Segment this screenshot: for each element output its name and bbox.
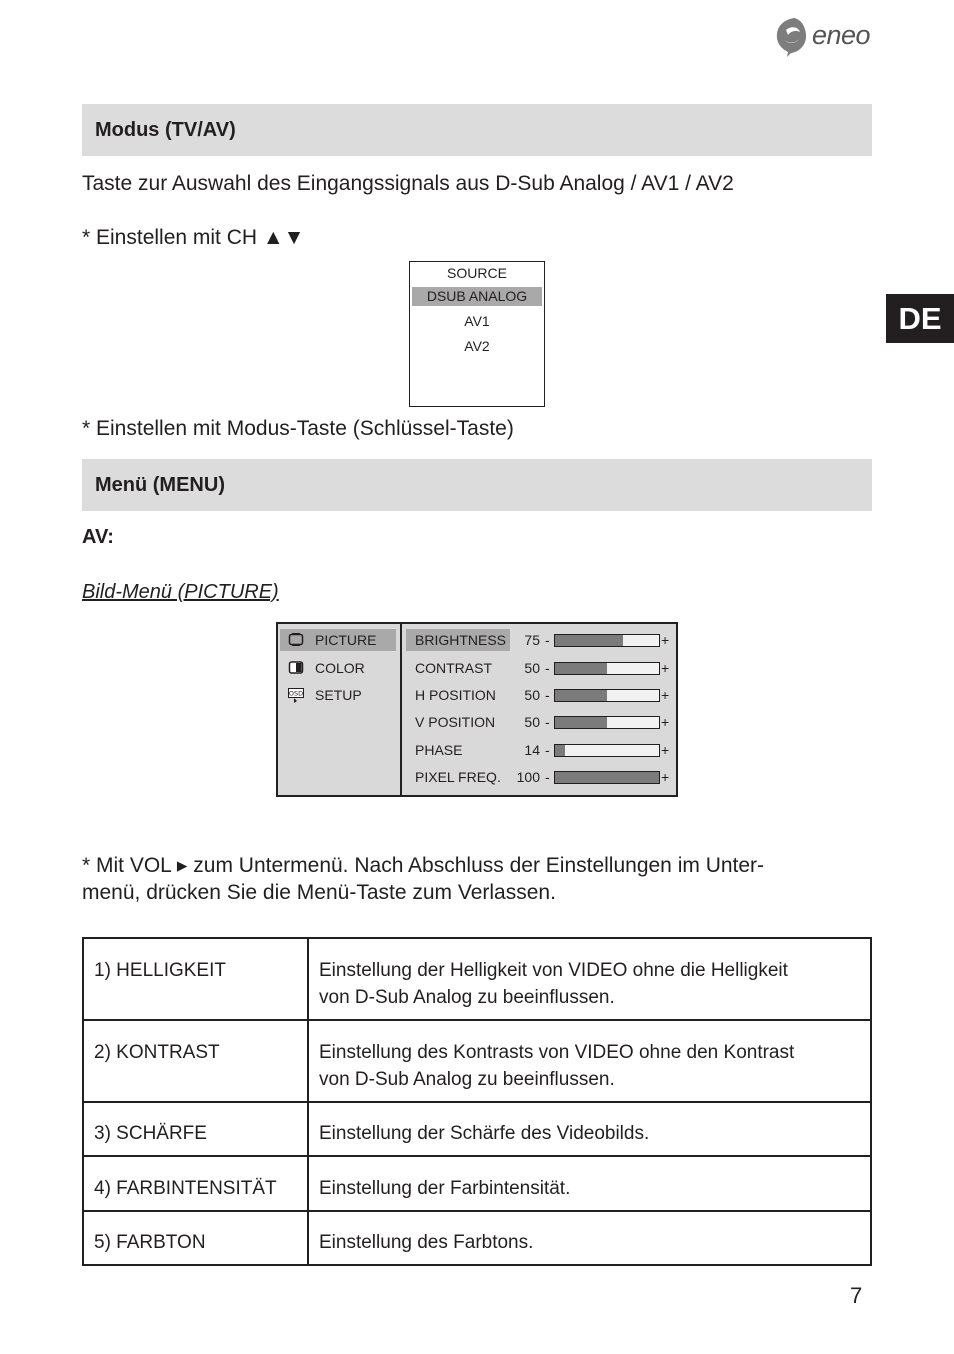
osd-level-fill xyxy=(555,663,607,674)
table-description xyxy=(308,938,871,1020)
osd-increase[interactable]: + xyxy=(661,687,670,703)
desc-line: von D-Sub Analog zu beeinflussen. xyxy=(319,987,615,1008)
section-header-menu: Menü (MENU) xyxy=(82,459,872,511)
language-tab: DE xyxy=(886,294,954,343)
osd-level-bar[interactable] xyxy=(554,771,660,784)
vol-note-line2: menü, drücken Sie die Menü-Taste zum Verlassen. xyxy=(82,881,556,904)
section-header-modus: Modus (TV/AV) xyxy=(82,104,872,156)
page-number: 7 xyxy=(850,1283,863,1308)
osd-level-bar[interactable] xyxy=(554,744,660,757)
table-row xyxy=(83,938,871,1020)
osd-setting-name: CONTRAST xyxy=(415,660,492,676)
eneo-leaf-logo-icon xyxy=(774,16,810,58)
osd-level-bar[interactable] xyxy=(554,689,660,702)
osd-setting-row[interactable] xyxy=(402,684,680,706)
table-term: 5) FARBTON xyxy=(83,1211,308,1265)
source-option[interactable]: AV2 xyxy=(464,338,490,354)
color-icon xyxy=(288,661,304,674)
osd-level-fill xyxy=(555,717,607,728)
svg-text:OSD: OSD xyxy=(288,689,304,698)
osd-setting-row[interactable] xyxy=(402,711,680,733)
source-option[interactable]: AV1 xyxy=(464,313,490,329)
osd-settings-list xyxy=(402,624,678,795)
osd-menu-color[interactable] xyxy=(280,657,396,679)
osd-menu-label: PICTURE xyxy=(315,632,377,648)
eneo-logo xyxy=(774,16,884,58)
osd-setting-value: 75 xyxy=(524,632,540,648)
osd-menu-setup[interactable] xyxy=(280,684,396,706)
table-row xyxy=(83,1020,871,1102)
table-description xyxy=(308,1020,871,1102)
table-term: 2) KONTRAST xyxy=(83,1020,308,1102)
av-label: AV: xyxy=(82,526,114,548)
osd-setting-row[interactable] xyxy=(402,766,680,788)
osd-setting-name: PIXEL FREQ. xyxy=(415,769,501,785)
osd-setting-value: 50 xyxy=(524,660,540,676)
osd-increase[interactable]: + xyxy=(661,714,670,730)
table-row xyxy=(83,1156,871,1211)
osd-menu-label: COLOR xyxy=(315,660,365,676)
key-note: * Einstellen mit Modus-Taste (Schlüssel-Taste) xyxy=(82,417,514,440)
table-description: Einstellung des Farbtons. xyxy=(308,1211,871,1265)
modus-description: Taste zur Auswahl des Eingangssignals aus D-Sub Analog / AV1 / AV2 xyxy=(82,172,734,195)
osd-setup-icon xyxy=(288,688,304,704)
ch-note: * Einstellen mit CH ▲▼ xyxy=(82,226,305,249)
table-row xyxy=(83,1211,871,1265)
osd-setting-name: BRIGHTNESS xyxy=(406,629,510,651)
table-term: 1) HELLIGKEIT xyxy=(83,938,308,1020)
table-description: Einstellung der Schärfe des Videobilds. xyxy=(308,1102,871,1156)
osd-increase[interactable]: + xyxy=(661,660,670,676)
source-option[interactable]: DSUB ANALOG xyxy=(412,287,542,306)
osd-increase[interactable]: + xyxy=(661,632,670,648)
settings-table xyxy=(82,937,872,1266)
osd-setting-row[interactable] xyxy=(402,657,680,679)
osd-decrease[interactable]: - xyxy=(545,769,550,785)
osd-level-fill xyxy=(555,690,607,701)
osd-setting-value: 50 xyxy=(524,714,540,730)
osd-decrease[interactable]: - xyxy=(545,742,550,758)
osd-decrease[interactable]: - xyxy=(545,714,550,730)
osd-menu-label: SETUP xyxy=(315,687,362,703)
table-row xyxy=(83,1102,871,1156)
picture-icon xyxy=(288,633,304,646)
table-term: 3) SCHÄRFE xyxy=(83,1102,308,1156)
osd-setting-value: 14 xyxy=(524,742,540,758)
osd-setting-name: V POSITION xyxy=(415,714,496,730)
osd-level-fill xyxy=(555,745,565,756)
table-term: 4) FARBINTENSITÄT xyxy=(83,1156,308,1211)
picture-menu-title: Bild-Menü (PICTURE) xyxy=(82,581,279,603)
osd-level-fill xyxy=(555,635,623,646)
osd-increase[interactable]: + xyxy=(661,769,670,785)
desc-line: Einstellung des Kontrasts von VIDEO ohne den Kontrast xyxy=(319,1042,795,1063)
osd-decrease[interactable]: - xyxy=(545,687,550,703)
osd-level-fill xyxy=(555,772,659,783)
table-description: Einstellung der Farbintensität. xyxy=(308,1156,871,1211)
osd-menu-picture[interactable] xyxy=(280,629,396,651)
osd-increase[interactable]: + xyxy=(661,742,670,758)
osd-decrease[interactable]: - xyxy=(545,660,550,676)
osd-category-list xyxy=(278,624,402,795)
source-menu-title: SOURCE xyxy=(447,265,507,281)
osd-setting-name: H POSITION xyxy=(415,687,496,703)
osd-level-bar[interactable] xyxy=(554,716,660,729)
osd-setting-value: 100 xyxy=(516,769,540,785)
picture-osd-menu xyxy=(276,622,678,797)
osd-setting-row[interactable] xyxy=(402,629,680,651)
osd-setting-value: 50 xyxy=(524,687,540,703)
osd-level-bar[interactable] xyxy=(554,634,660,647)
vol-note-line1: * Mit VOL ▸ zum Untermenü. Nach Abschluss der Einstellungen im Unter- xyxy=(82,854,765,877)
osd-decrease[interactable]: - xyxy=(545,632,550,648)
desc-line: Einstellung der Helligkeit von VIDEO ohne die Helligkeit xyxy=(319,960,788,981)
osd-setting-row[interactable] xyxy=(402,739,680,761)
osd-setting-name: PHASE xyxy=(415,742,463,758)
source-menu xyxy=(409,261,545,407)
osd-level-bar[interactable] xyxy=(554,662,660,675)
desc-line: von D-Sub Analog zu beeinflussen. xyxy=(319,1069,615,1090)
brand-name: eneo xyxy=(812,20,871,50)
